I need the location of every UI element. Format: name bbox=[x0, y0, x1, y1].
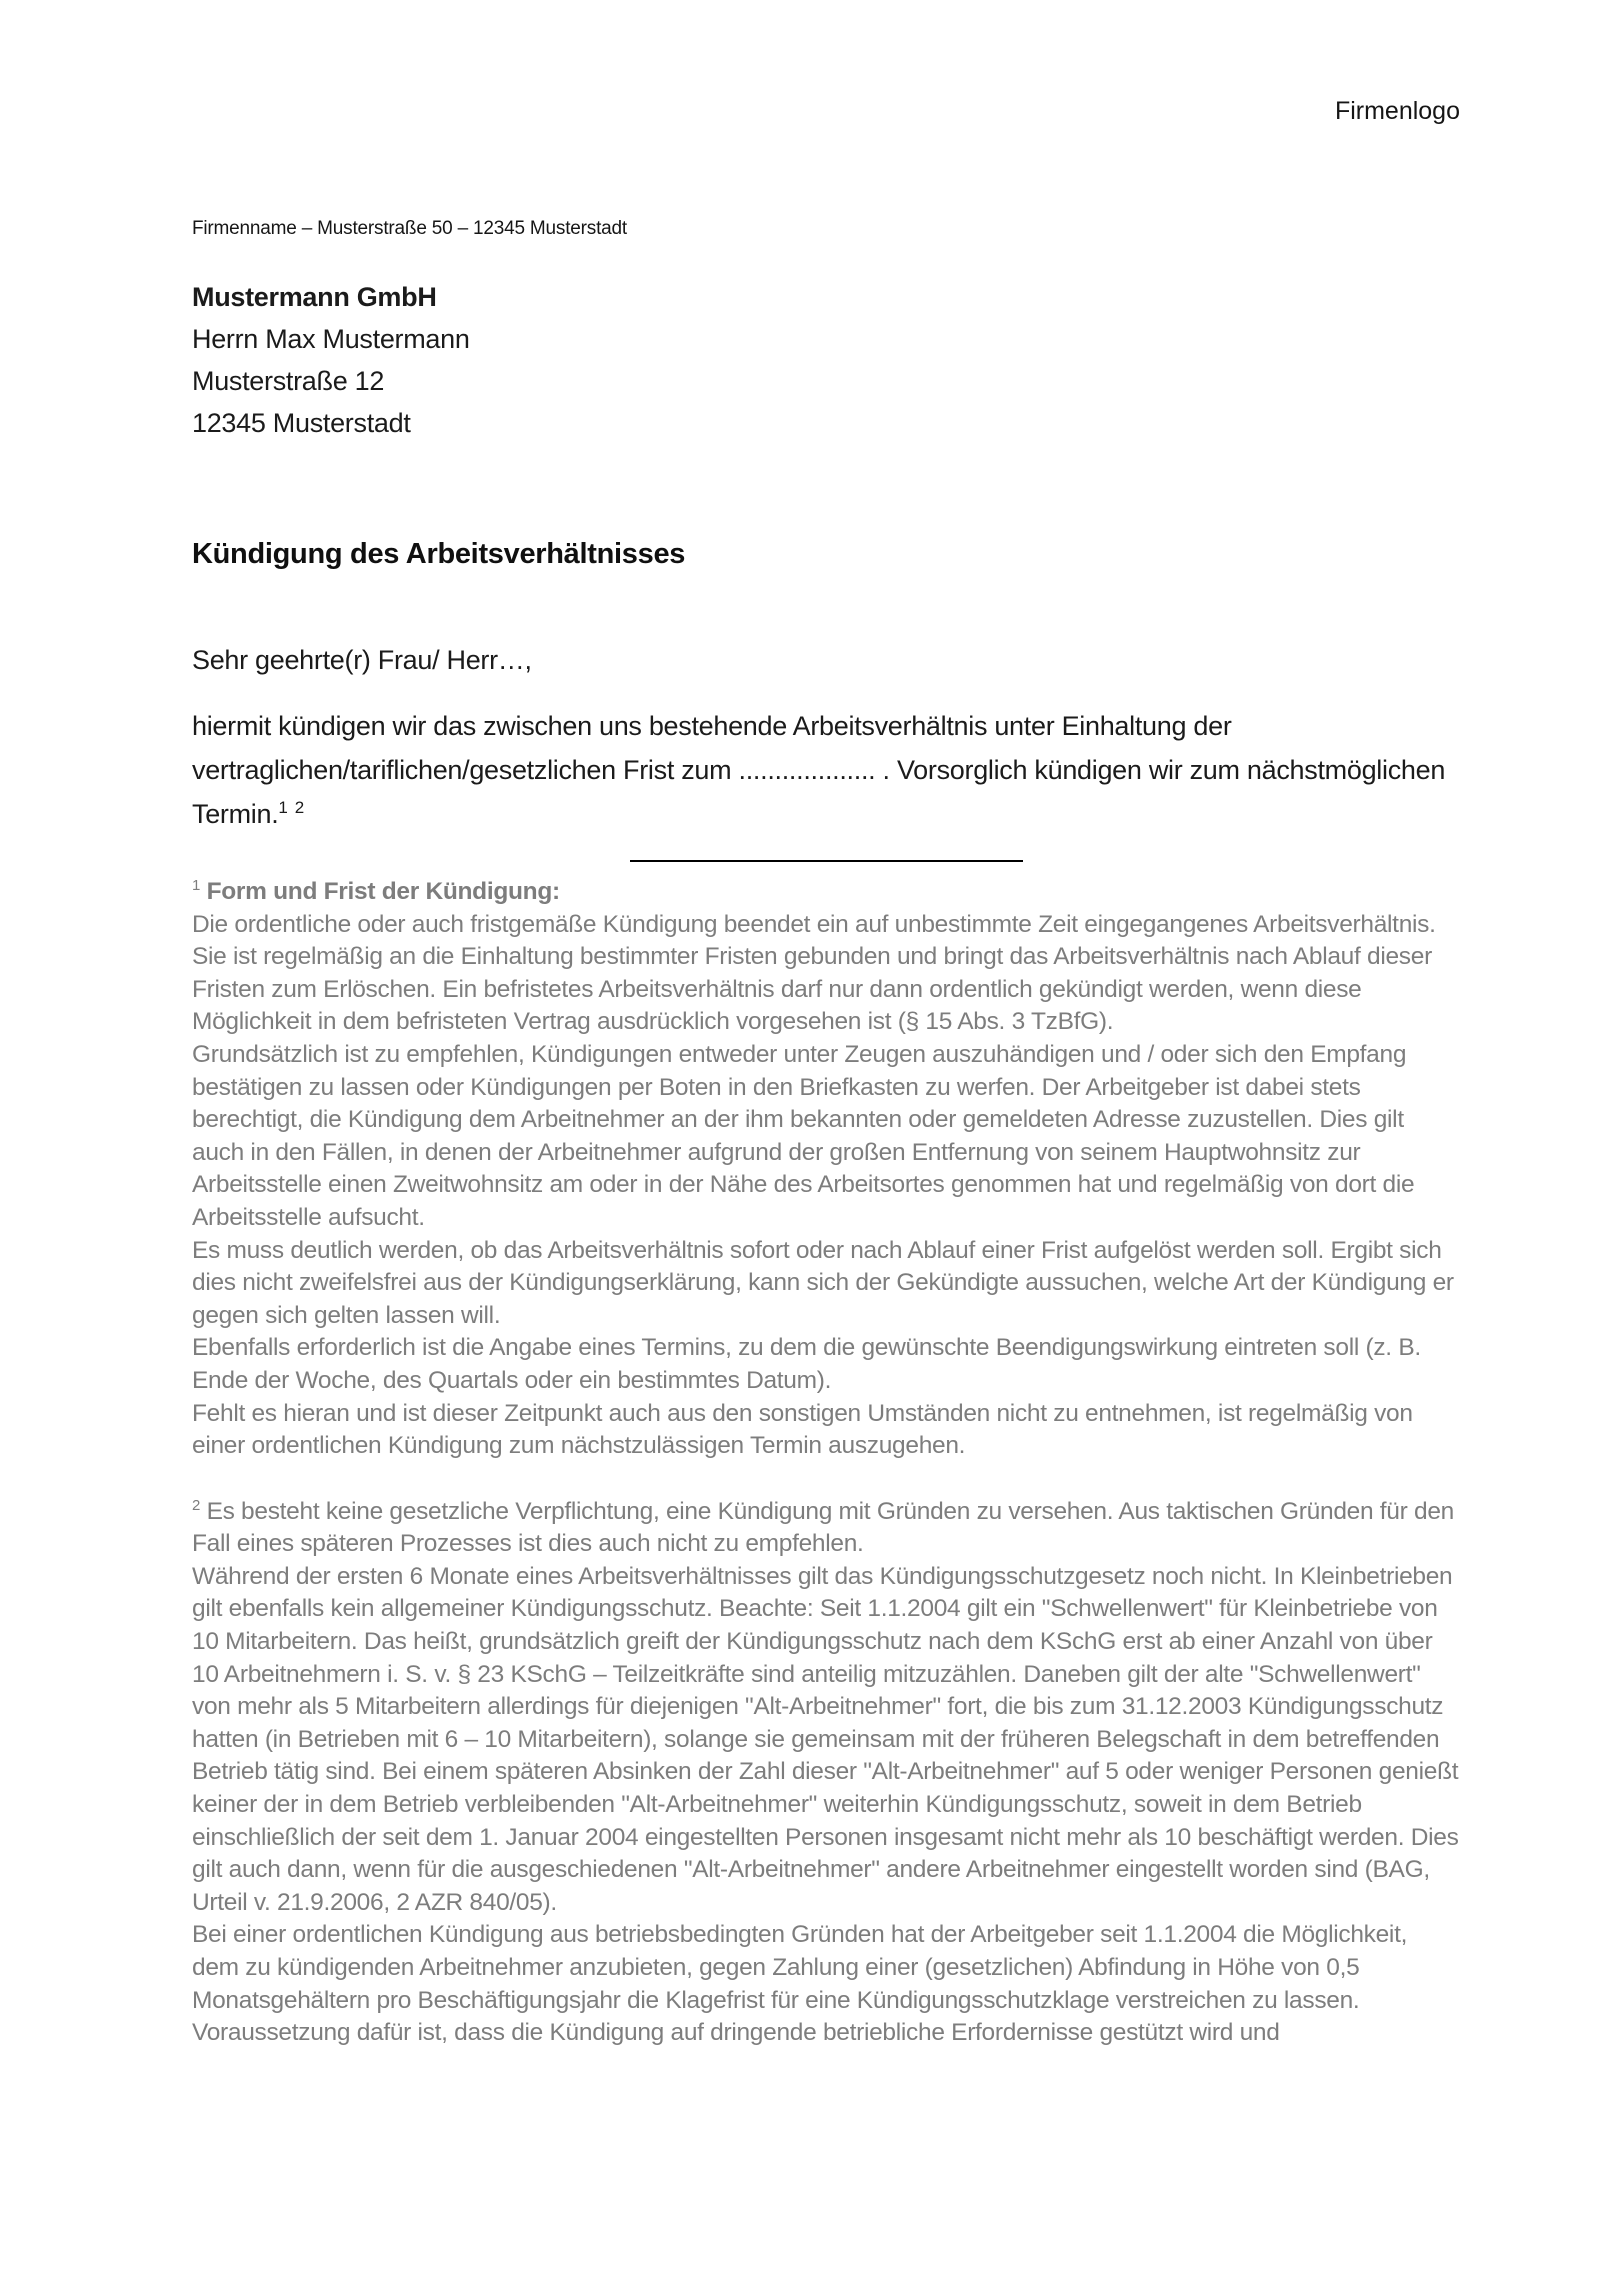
footnote-2 bbox=[192, 1496, 1460, 2050]
salutation: Sehr geehrte(r) Frau/ Herr…, bbox=[192, 645, 532, 675]
recipient-company: Mustermann GmbH bbox=[192, 282, 437, 312]
footnote-2-marker: 2 bbox=[192, 1496, 201, 1514]
footnote-paragraph: Während der ersten 6 Monate eines Arbeitsverhältnisses gilt das Kündigungsschutzgesetz noch nicht. In Kleinbetrieben gilt ebenfalls kein allgemeiner Kündigungsschutz. Beachte: Seit 1.1.2004 gilt ein "Schwellenwert" für Kleinbetriebe von 10 Mitarbeitern. Das heißt, grundsätzlich greift der Kündigungsschutz nach dem KSchG erst ab einer Anzahl von über 10 Arbeitnehmern i. S. v. § 23 KSchG – Teilzeitkräfte sind anteilig mitzuzählen. Daneben gilt der alte "Schwellenwert" von mehr als 5 Mitarbeitern allerdings für diejenigen "Alt-Arbeitnehmer" fort, die bis zum 31.12.2003 Kündigungsschutz hatten (in Betrieben mit 6 – 10 Mitarbeitern), solange sie gemeinsam mit der früheren Belegschaft in dem betreffenden Betrieb tätig sind. Bei einem späteren Absinken der Zahl dieser "Alt-Arbeitnehmer" auf 5 oder weniger Personen genießt keiner der in dem Betrieb verbleibenden "Alt-Arbeitnehmer" weiterhin Kündigungsschutz, soweit in dem Betrieb einschließlich der seit dem 1. Januar 2004 eingestellten Personen insgesamt nicht mehr als 10 beschäftigt werden. Dies gilt auch dann, wenn für die ausgeschiedenen "Alt-Arbeitnehmer" andere Arbeitnehmer eingestellt worden sind (BAG, Urteil v. 21.9.2006, 2 AZR 840/05). bbox=[192, 1562, 1459, 1916]
footnote-1-marker: 1 bbox=[192, 876, 201, 894]
footnote-1-title: Form und Frist der Kündigung: bbox=[206, 878, 560, 905]
footnote-paragraph: Bei einer ordentlichen Kündigung aus betriebsbedingten Gründen hat der Arbeitgeber seit 1.1.2004 die Möglichkeit, dem zu kündigenden Arbeitnehmer anzubieten, gegen Zahlung einer (gesetzlichen) Abfindung in Höhe von 0,5 Monatsgehältern pro Beschäftigungsjahr die Klagefrist für eine Kündigungsschutzklage verstreichen zu lassen. Voraussetzung dafür ist, dass die Kündigung auf dringende betriebliche Erfordernisse gestützt wird und bbox=[192, 1921, 1408, 2047]
recipient-street: Musterstraße 12 bbox=[192, 366, 385, 396]
footnotes-section bbox=[192, 876, 1460, 2050]
footnote-paragraph: Ebenfalls erforderlich ist die Angabe eines Termins, zu dem die gewünschte Beendigungswirkung eintreten soll (z. B. Ende der Woche, des Quartals oder ein bestimmtes Datum). bbox=[192, 1334, 1421, 1394]
sender-address-line: Firmenname – Musterstraße 50 – 12345 Musterstadt bbox=[192, 218, 627, 239]
company-logo-placeholder: Firmenlogo bbox=[1334, 97, 1460, 125]
footnote-paragraph: Die ordentliche oder auch fristgemäße Kündigung beendet ein auf unbestimmte Zeit eingegangenes Arbeitsverhältnis. Sie ist regelmäßig an die Einhaltung bestimmter Fristen gebunden und bringt das Arbeitsverhältnis nach Ablauf dieser Fristen zum Erlöschen. Ein befristetes Arbeitsverhältnis darf nur dann ordentlich gekündigt werden, wenn diese Möglichkeit in dem befristeten Vertrag ausdrücklich vorgesehen ist (§ 15 Abs. 3 TzBfG). bbox=[192, 910, 1436, 1036]
footnote-paragraph: Grundsätzlich ist zu empfehlen, Kündigungen entweder unter Zeugen auszuhändigen und / oder sich den Empfang bestätigen zu lassen oder Kündigungen per Boten in den Briefkasten zu werfen. Der Arbeitgeber ist dabei stets berechtigt, die Kündigung dem Arbeitnehmer an der ihm bekannten oder gemeldeten Adresse zuzustellen. Dies gilt auch in den Fällen, in denen der Arbeitnehmer aufgrund der großen Entfernung von seinem Hauptwohnsitz zur Arbeitsstelle einen Zweitwohnsitz am oder in der Nähe des Arbeitsortes genommen hat und regelmäßig von dort die Arbeitsstelle aufsucht. bbox=[192, 1040, 1415, 1231]
body-text: hiermit kündigen wir das zwischen uns bestehende Arbeitsverhältnis unter Einhaltung der vertraglichen/tariflichen/gesetzlichen Frist zum ................... . Vorsorglich kündigen wir zum nächstmöglichen Termin. bbox=[192, 711, 1446, 829]
footnote-separator-line bbox=[630, 860, 1023, 862]
recipient-name: Herrn Max Mustermann bbox=[192, 324, 470, 354]
footnote-1 bbox=[192, 876, 1460, 1463]
footnote-paragraph: Es muss deutlich werden, ob das Arbeitsverhältnis sofort oder nach Ablauf einer Frist aufgelöst werden soll. Ergibt sich dies nicht zweifelsfrei aus der Kündigungserklärung, kann sich der Gekündigte aussuchen, welche Art der Kündigung er gegen sich gelten lassen will. bbox=[192, 1236, 1454, 1329]
footnote-1-paragraphs bbox=[192, 909, 1460, 1463]
footnote-1-heading bbox=[192, 876, 1460, 909]
footnote-2-paragraphs bbox=[192, 1561, 1460, 2050]
footnote-paragraph: Fehlt es hieran und ist dieser Zeitpunkt auch aus den sonstigen Umständen nicht zu entnehmen, ist regelmäßig von einer ordentlichen Kündigung zum nächstzulässigen Termin auszugehen. bbox=[192, 1399, 1413, 1460]
footnote-2-lead-text: Es besteht keine gesetzliche Verpflichtung, eine Kündigung mit Gründen zu versehen. Aus taktischen Gründen für den Fall eines späteren Prozesses ist dies auch nicht zu empfehlen. bbox=[192, 1497, 1454, 1558]
subject-line: Kündigung des Arbeitsverhältnisses bbox=[192, 538, 686, 570]
footnote-2-lead bbox=[192, 1496, 1460, 1561]
body-paragraph bbox=[192, 704, 1460, 836]
recipient-address-block bbox=[192, 276, 1460, 444]
footnote-ref-2: 2 bbox=[294, 798, 304, 817]
recipient-city: 12345 Musterstadt bbox=[192, 408, 411, 438]
footnote-ref-1: 1 bbox=[278, 798, 288, 817]
